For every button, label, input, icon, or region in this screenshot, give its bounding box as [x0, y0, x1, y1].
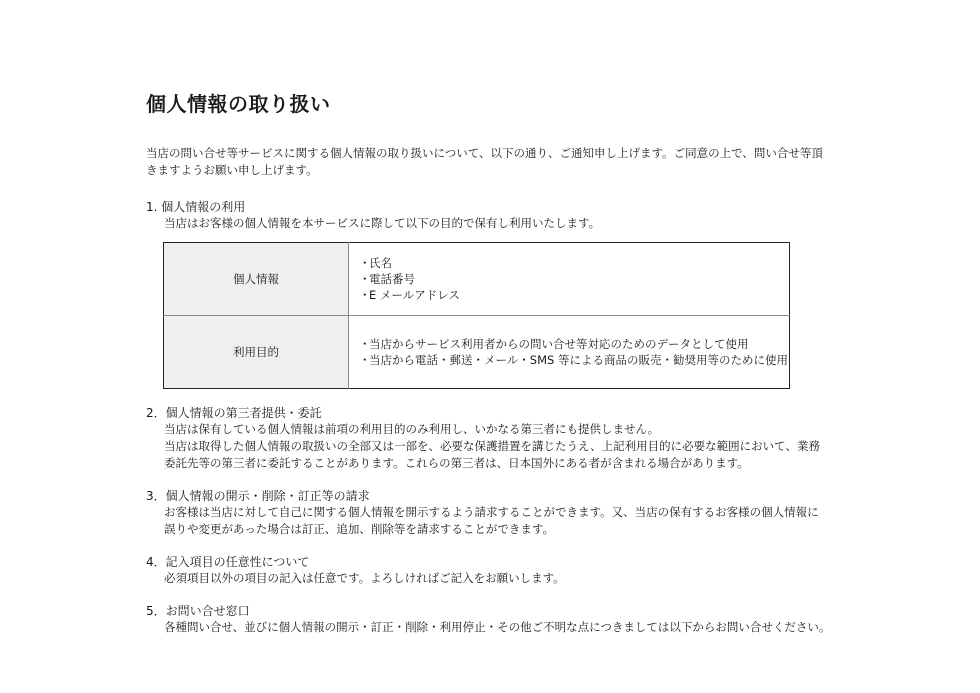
body-line: 委託先等の第三者に委託することがあります。これらの第三者は、日本国外にある者が含まれる場合があります。	[164, 456, 749, 470]
section-body	[146, 421, 866, 472]
bullet-mark: ・	[359, 272, 371, 286]
section-usage	[146, 199, 866, 389]
body-line: 当店は取得した個人情報の取扱いの全部又は一部を、必要な保護措置を講じたうえ、上記利用目的に必要な範囲において、業務	[164, 439, 820, 453]
section-title: 4．記入項目の任意性について	[146, 555, 310, 569]
list-item: ・ 電話番号	[359, 272, 415, 286]
bullet-mark: ・	[359, 256, 371, 270]
body-line: 各種問い合せ、並びに個人情報の開示・訂正・削除・利用停止・その他ご不明な点につきましては以下からお問い合せください。	[164, 620, 831, 634]
section-disclosure	[146, 488, 866, 538]
page-title: 個人情報の取り扱い	[146, 92, 331, 116]
body-line: 当店はお客様の個人情報を本サービスに際して以下の目的で保有し利用いたします。	[164, 216, 601, 230]
usage-table	[163, 242, 790, 389]
body-line: 当店は保有している個人情報は前項の利用目的のみ利用し、いかなる第三者にも提供しません。	[164, 422, 660, 436]
list-item: ・ E メールアドレス	[359, 288, 460, 302]
intro-line: 当店の問い合せ等サービスに関する個人情報の取り扱いについて、以下の通り、ご通知申し上げます。ご同意の上で、問い合せ等頂	[146, 146, 823, 160]
section-title: 3．個人情報の開示・削除・訂正等の請求	[146, 489, 370, 503]
section-title: 1. 個人情報の利用	[146, 200, 246, 214]
section-title: 5．お問い合せ窓口	[146, 604, 250, 618]
table-row	[164, 316, 790, 389]
body-line: 必須項目以外の項目の記入は任意です。よろしければご記入をお願いします。	[164, 571, 565, 585]
table-content-cell	[349, 243, 790, 316]
bullet-mark: ・	[359, 288, 371, 302]
intro-line: きますようお願い申し上げます。	[146, 163, 318, 177]
section-title: 2．個人情報の第三者提供・委託	[146, 406, 322, 420]
list-item: ・ 当店から電話・郵送・メール・SMS 等による商品の販売・勧奨用等のために使用	[359, 353, 788, 367]
table-label-cell: 個人情報	[164, 243, 349, 316]
body-line: 誤りや変更があった場合は訂正、追加、削除等を請求することができます。	[164, 522, 554, 536]
section-third-party	[146, 405, 866, 472]
body-line: お客様は当店に対して自己に関する個人情報を開示するよう請求することができます。又、当店の保有するお客様の個人情報に	[164, 505, 819, 519]
intro-text	[146, 145, 866, 179]
section-optional-fields	[146, 554, 866, 587]
section-body	[146, 504, 866, 538]
list-item: ・ 当店からサービス利用者からの問い合せ等対応のためのデータとして使用	[359, 337, 749, 351]
bullet-mark: ・	[359, 337, 371, 351]
section-body	[146, 570, 866, 587]
section-body	[146, 619, 866, 636]
privacy-policy-document	[146, 90, 866, 636]
section-body	[146, 215, 866, 232]
list-item: ・ 氏名	[359, 256, 392, 270]
bullet-mark: ・	[359, 353, 371, 367]
table-label-cell: 利用目的	[164, 316, 349, 389]
section-contact	[146, 603, 866, 636]
table-content-cell	[349, 316, 790, 389]
table-row	[164, 243, 790, 316]
